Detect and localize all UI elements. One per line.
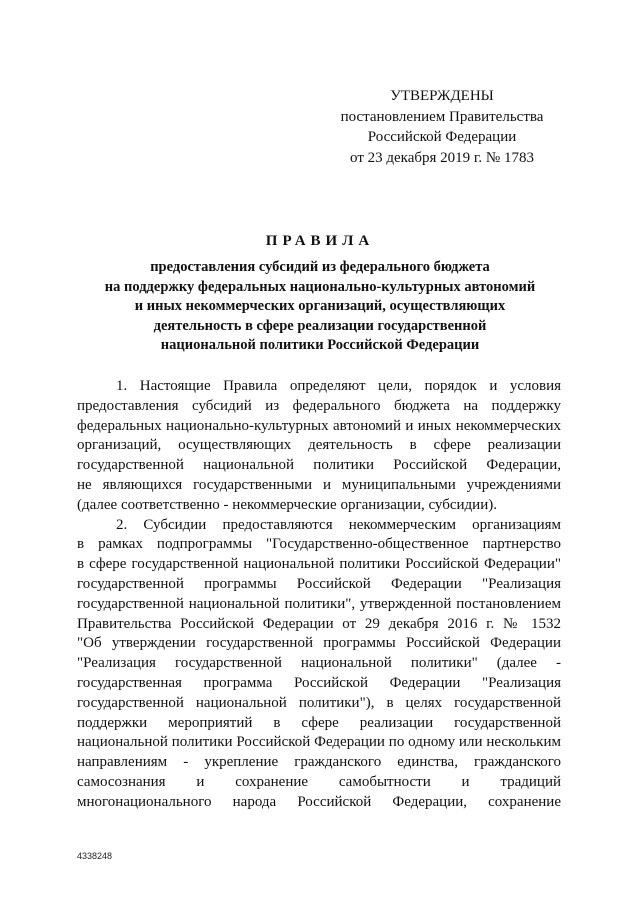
paragraph-1-line: государственной национальной политики Российской Федерации,: [77, 457, 561, 474]
subtitle-line: и иных некоммерческих организаций, осуществляющих: [134, 298, 506, 314]
subtitle-line: деятельность в сфере реализации государственной: [153, 317, 487, 334]
paragraph-2-line: самосознания и сохранение самобытности и традиций: [77, 773, 561, 790]
paragraph-2-line: поддержки мероприятий в сфере реализации государственной: [77, 714, 561, 731]
subtitle-line: на поддержку федеральных национально-культурных автономий: [104, 278, 536, 295]
approval-block: [300, 86, 584, 168]
paragraph-2-line: 2. Субсидии предоставляются некоммерческим организациям: [116, 516, 561, 533]
document-id: 4338248: [77, 851, 113, 861]
document-subtitle: [80, 258, 560, 356]
document-body: [77, 377, 561, 813]
paragraph-2-line: в рамках подпрограммы "Государственно-общественное партнерство: [77, 536, 561, 553]
paragraph-2-line: многонационального народа Российской Федерации, сохранение: [77, 793, 561, 810]
approval-date-line: от 23 декабря 2019 г. № 1783: [350, 149, 534, 166]
subtitle-line: национальной политики Российской Федерации: [160, 337, 480, 353]
paragraph-2-line: национальной политики Российской Федерации по одному или нескольким: [77, 734, 561, 751]
paragraph-2-line: государственной национальной политики"), в целях государственной: [77, 694, 561, 711]
paragraph-2-line: Правительства Российской Федерации от 29 декабря 2016 г. № 1532: [77, 615, 561, 632]
document-title: ПРАВИЛА: [265, 233, 375, 249]
paragraph-1-line: федеральных национально-культурных автономий и иных некоммерческих: [77, 417, 561, 434]
paragraph-1-line: предоставления субсидий из федерального бюджета на поддержку: [77, 397, 561, 414]
paragraph-1-line: (далее соответственно - некоммерческие организации, субсидии).: [77, 496, 497, 513]
paragraph-1-line: организаций, осуществляющих деятельность в сфере реализации: [77, 437, 561, 454]
paragraph-1-line: 1. Настоящие Правила определяют цели, порядок и условия: [116, 378, 561, 394]
paragraph-2-line: "Реализация государственной национальной политики" (далее -: [77, 655, 561, 672]
paragraph-2-line: "Об утверждении государственной программы Российской Федерации: [77, 635, 561, 652]
approval-line: постановлением Правительства: [340, 108, 544, 125]
paragraph-2-line: государственная программа Российской Федерации "Реализация: [77, 674, 561, 691]
approval-heading: УТВЕРЖДЕНЫ: [390, 88, 494, 104]
paragraph-2-line: направлениям - укрепление гражданского единства, гражданского: [77, 754, 561, 771]
paragraph-2-line: государственной программы Российской Федерации "Реализация: [77, 575, 561, 592]
paragraph-1-line: не являющихся государственными и муниципальными учреждениями: [77, 476, 561, 493]
paragraph-2-line: в сфере государственной национальной политики Российской Федерации": [77, 556, 561, 573]
paragraph-2-line: государственной национальной политики", утвержденной постановлением: [77, 595, 561, 612]
approval-line: Российской Федерации: [367, 129, 517, 145]
subtitle-line: предоставления субсидий из федерального бюджета: [150, 259, 490, 275]
